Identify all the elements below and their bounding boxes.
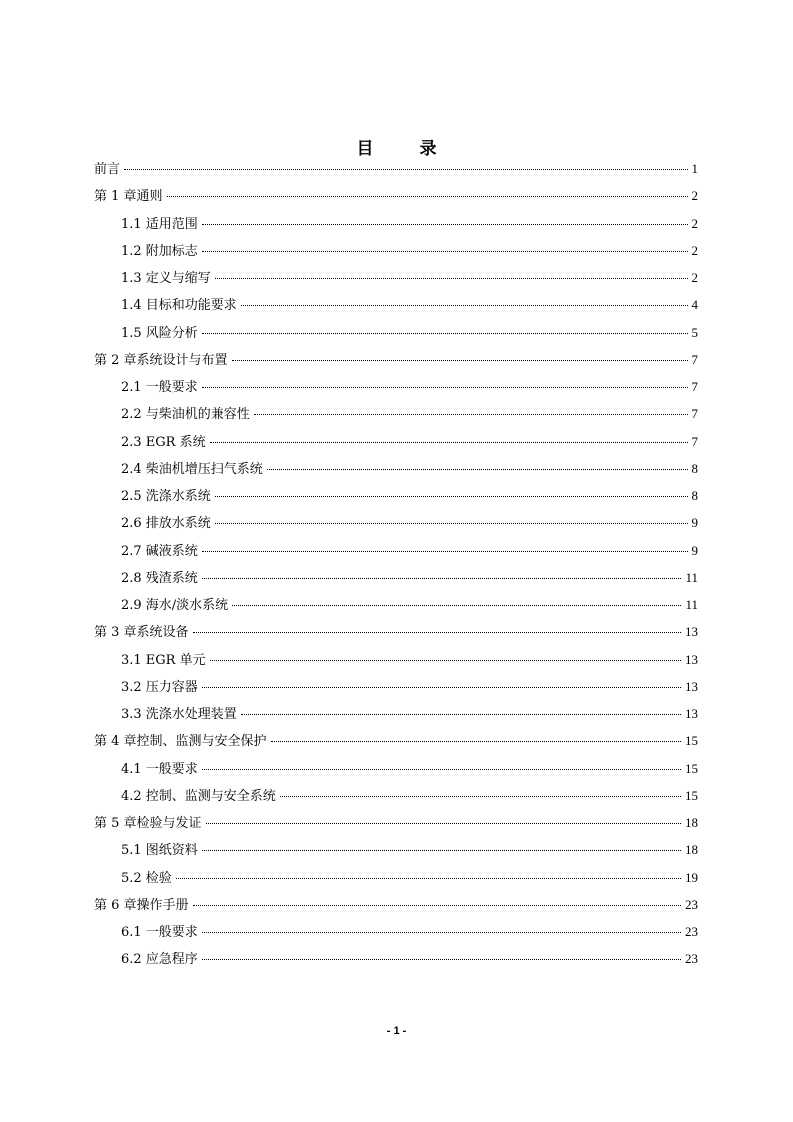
toc-section-entry[interactable]: [94, 782, 698, 809]
toc-section-entry[interactable]: [94, 400, 698, 427]
toc-dot-leader: [202, 687, 681, 688]
toc-entry-page: 11: [685, 569, 698, 585]
toc-dot-leader: [202, 578, 682, 579]
toc-chapter-entry[interactable]: [94, 182, 698, 209]
toc-dot-leader: [215, 278, 688, 279]
toc-dot-leader: [202, 959, 681, 960]
toc-dot-leader: [124, 169, 687, 170]
toc-section-entry[interactable]: [94, 945, 698, 972]
toc-entry-page: 15: [685, 787, 698, 803]
toc-entry-page: 2: [691, 188, 698, 204]
toc-chapter-entry[interactable]: [94, 618, 698, 645]
toc-dot-leader: [210, 442, 688, 443]
toc-dot-leader: [202, 551, 688, 552]
toc-entry-page: 18: [685, 842, 698, 858]
toc-entry-label: 2.4 柴油机增压扫气系统: [121, 461, 263, 477]
toc-entry-label: 第 3 章系统设备: [94, 625, 189, 641]
toc-entry-label: 1.2 附加标志: [121, 243, 198, 259]
toc-dot-leader: [193, 905, 681, 906]
toc-entry-label: 6.2 应急程序: [121, 952, 198, 968]
toc-section-entry[interactable]: [94, 918, 698, 945]
toc-entry-label: 2.3 EGR 系统: [121, 434, 206, 450]
toc-entry-label: 2.1 一般要求: [121, 380, 198, 395]
toc-entry-label: 2.6 排放水系统: [121, 516, 211, 532]
toc-entry-page: 7: [691, 433, 698, 449]
toc-section-entry[interactable]: [94, 836, 698, 863]
toc-section-entry[interactable]: [94, 428, 698, 455]
toc-section-entry[interactable]: [94, 373, 698, 400]
toc-dot-leader: [210, 660, 681, 661]
toc-entry-page: 2: [691, 270, 698, 285]
table-of-contents: [94, 155, 698, 973]
toc-chapter-entry[interactable]: [94, 155, 698, 182]
toc-section-entry[interactable]: [94, 455, 698, 482]
toc-section-entry[interactable]: [94, 864, 698, 891]
toc-dot-leader: [215, 496, 688, 497]
toc-dot-leader: [176, 878, 681, 879]
toc-entry-label: 2.7 碱液系统: [121, 543, 198, 559]
toc-dot-leader: [215, 523, 688, 524]
toc-entry-page: 23: [685, 924, 698, 939]
toc-entry-page: 23: [685, 896, 698, 912]
toc-section-entry[interactable]: [94, 237, 698, 264]
toc-section-entry[interactable]: [94, 482, 698, 509]
toc-entry-page: 11: [685, 597, 698, 612]
toc-entry-page: 9: [691, 515, 698, 531]
toc-entry-page: 13: [685, 706, 698, 721]
toc-entry-label: 4.1 一般要求: [121, 761, 198, 777]
toc-dot-leader: [167, 196, 688, 197]
toc-entry-label: 5.1 图纸资料: [121, 843, 198, 859]
toc-entry-label: 1.4 目标和功能要求: [121, 298, 237, 314]
toc-chapter-entry[interactable]: [94, 346, 698, 373]
toc-section-entry[interactable]: [94, 291, 698, 318]
toc-entry-label: 第 4 章控制、监测与安全保护: [94, 734, 267, 750]
toc-dot-leader: [202, 333, 688, 334]
toc-dot-leader: [202, 251, 688, 252]
toc-dot-leader: [206, 823, 681, 824]
toc-entry-page: 23: [685, 951, 698, 967]
toc-entry-page: 8: [691, 488, 698, 503]
toc-entry-label: 2.8 残渣系统: [121, 570, 198, 586]
toc-entry-label: 4.2 控制、监测与安全系统: [121, 788, 276, 804]
toc-dot-leader: [271, 741, 681, 742]
toc-entry-page: 7: [691, 379, 698, 394]
toc-section-entry[interactable]: [94, 673, 698, 700]
toc-section-entry[interactable]: [94, 264, 698, 291]
toc-section-entry[interactable]: [94, 591, 698, 618]
toc-entry-label: 3.3 洗涤水处理装置: [121, 707, 237, 722]
toc-section-entry[interactable]: [94, 509, 698, 536]
toc-chapter-entry[interactable]: [94, 809, 698, 836]
toc-entry-label: 3.1 EGR 单元: [121, 652, 206, 668]
toc-entry-label: 前言: [94, 162, 121, 177]
toc-dot-leader: [241, 305, 688, 306]
toc-section-entry[interactable]: [94, 210, 698, 237]
toc-entry-label: 3.2 压力容器: [121, 679, 198, 695]
toc-dot-leader: [232, 360, 688, 361]
toc-entry-page: 8: [691, 460, 698, 476]
toc-dot-leader: [254, 414, 688, 415]
toc-dot-leader: [202, 224, 688, 225]
toc-dot-leader: [202, 769, 681, 770]
toc-entry-page: 15: [685, 733, 698, 749]
toc-section-entry[interactable]: [94, 755, 698, 782]
toc-entry-label: 6.1 一般要求: [121, 925, 198, 940]
toc-section-entry[interactable]: [94, 564, 698, 591]
toc-entry-label: 5.2 检验: [121, 870, 172, 886]
toc-entry-page: 15: [685, 760, 698, 776]
toc-entry-page: 19: [685, 869, 698, 885]
toc-entry-page: 5: [691, 324, 698, 340]
toc-entry-page: 1: [691, 161, 698, 176]
toc-section-entry[interactable]: [94, 537, 698, 564]
toc-entry-page: 7: [691, 406, 698, 422]
page-title: 目 录: [356, 139, 457, 160]
toc-entry-page: 13: [685, 678, 698, 694]
toc-entry-page: 7: [691, 351, 698, 367]
toc-entry-label: 1.1 适用范围: [121, 216, 198, 232]
toc-entry-label: 2.9 海水/淡水系统: [121, 598, 229, 613]
toc-entry-label: 2.2 与柴油机的兼容性: [121, 407, 250, 423]
toc-dot-leader: [267, 469, 688, 470]
toc-entry-page: 4: [691, 297, 698, 313]
toc-entry-label: 第 1 章通则: [94, 189, 163, 205]
toc-section-entry[interactable]: [94, 646, 698, 673]
toc-entry-page: 9: [691, 542, 698, 558]
toc-entry-page: 18: [685, 815, 698, 830]
toc-entry-page: 13: [685, 624, 698, 640]
toc-entry-label: 1.5 风险分析: [121, 325, 198, 341]
toc-entry-label: 第 6 章操作手册: [94, 897, 189, 913]
toc-section-entry[interactable]: [94, 319, 698, 346]
toc-dot-leader: [202, 850, 681, 851]
toc-entry-page: 2: [691, 242, 698, 258]
toc-entry-label: 2.5 洗涤水系统: [121, 489, 211, 504]
toc-entry-label: 1.3 定义与缩写: [121, 271, 211, 286]
toc-chapter-entry[interactable]: [94, 727, 698, 754]
toc-chapter-entry[interactable]: [94, 891, 698, 918]
toc-dot-leader: [280, 796, 681, 797]
toc-entry-page: 2: [691, 215, 698, 231]
toc-dot-leader: [202, 932, 681, 933]
toc-dot-leader: [232, 605, 681, 606]
toc-dot-leader: [241, 714, 681, 715]
toc-dot-leader: [202, 387, 688, 388]
toc-entry-label: 第 5 章检验与发证: [94, 816, 202, 831]
toc-entry-page: 13: [685, 651, 698, 667]
toc-dot-leader: [193, 632, 681, 633]
toc-section-entry[interactable]: [94, 700, 698, 727]
page-number: - 1 -: [386, 1025, 407, 1037]
toc-entry-label: 第 2 章系统设计与布置: [94, 352, 228, 368]
